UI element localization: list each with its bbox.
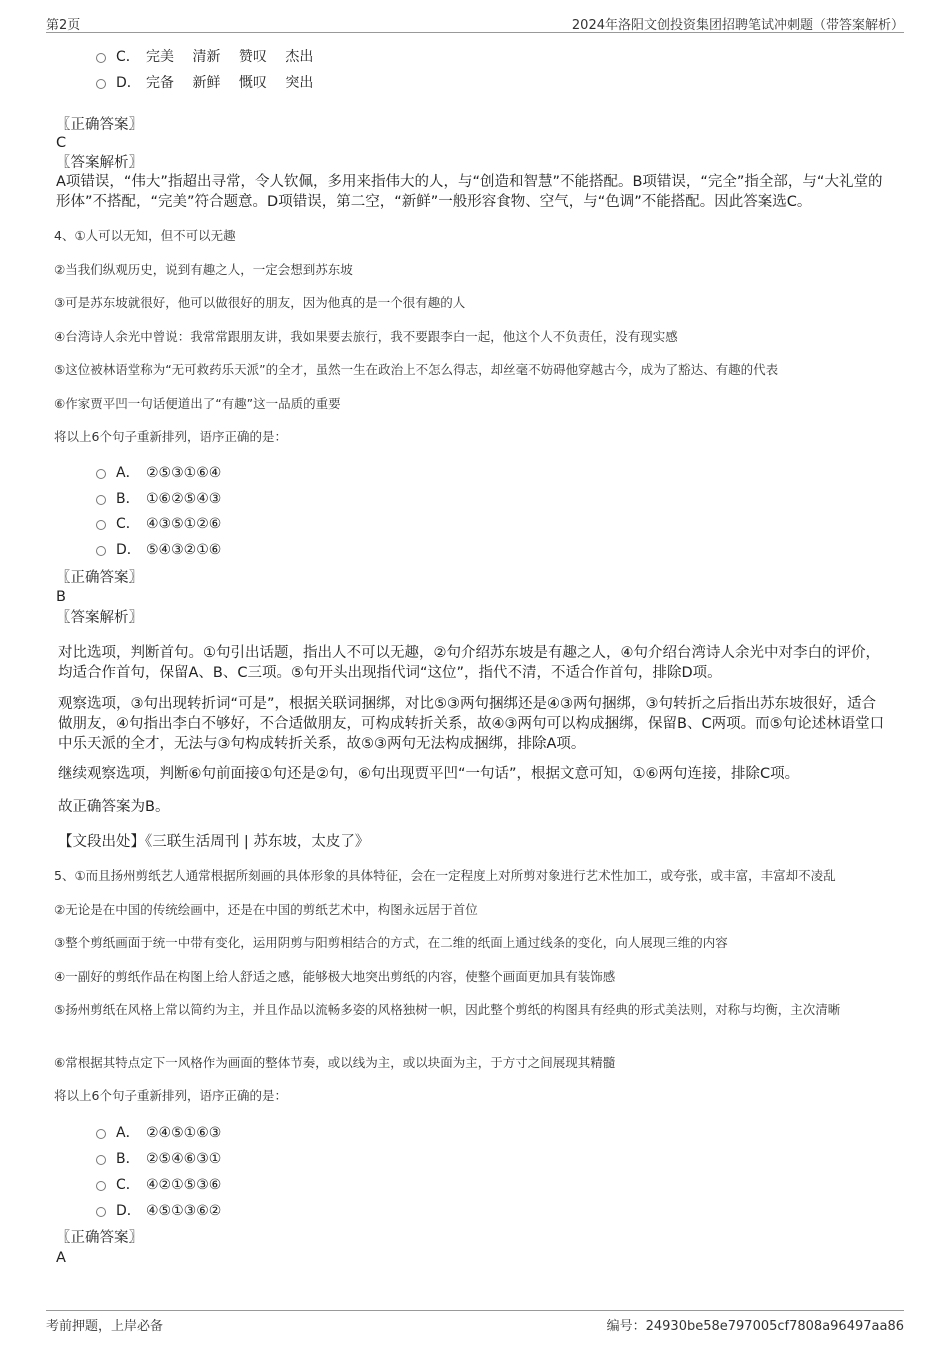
q4-option-d[interactable]: D． ⑤④③②①⑥ — [96, 540, 221, 560]
analysis-text: A项错误，“伟大”指超出寻常，令人钦佩，多用来指伟大的人，与“创造和智慧”不能搭配。B项错误，“完全”指全部，与“大礼堂的形体”不搭配，“完美”符合题意。D项错误，第二空，“新鲜”一般形容食物、空气，与“色调”不能搭配。因此答案选C。 — [56, 174, 883, 210]
question-line: ⑥作家贾平凹一句话便道出了“有趣”这一品质的重要 — [54, 396, 341, 411]
q3-option-c[interactable]: C． 完美 清新 赞叹 杰出 — [96, 47, 313, 67]
analysis-paragraph: 对比选项，判断首句。①句引出话题，指出人不可以无趣，②句介绍苏东坡是有趣之人，④句介绍台湾诗人余光中对李白的评价，均适合作首句，保留A、B、C三项。⑤句开头出现指代词“这位”，指代不清，不适合作首句，排除D项。 — [58, 645, 880, 681]
radio-icon[interactable] — [96, 53, 106, 63]
q5-option-a[interactable]: A． ②④⑤①⑥③ — [96, 1123, 221, 1143]
answer-heading: 〖正确答案〗 — [56, 117, 143, 133]
answer-heading: 〖正确答案〗 — [56, 1230, 143, 1246]
q4-option-b[interactable]: B． ①⑥②⑤④③ — [96, 489, 221, 509]
radio-icon[interactable] — [96, 1181, 106, 1191]
question-prompt: 将以上6个句子重新排列，语序正确的是： — [54, 429, 287, 444]
answer-value: A — [56, 1250, 66, 1266]
document-title: 2024年洛阳文创投资集团招聘笔试冲刺题（带答案解析） — [571, 18, 904, 33]
answer-value: B — [56, 589, 66, 605]
radio-icon[interactable] — [96, 1207, 106, 1217]
question-line: ⑤扬州剪纸在风格上常以简约为主，并且作品以流畅多姿的风格独树一帜，因此整个剪纸的构图具有经典的形式美法则，对称与均衡，主次清晰 — [54, 1002, 841, 1017]
footer-slogan: 考前押题，上岸必备 — [46, 1319, 164, 1334]
q5-option-b[interactable]: B． ②⑤④⑥③① — [96, 1149, 221, 1169]
question-line: ⑤这位被林语堂称为“无可救药乐天派”的全才，虽然一生在政治上不怎么得志，却丝毫不妨碍他穿越古今，成为了豁达、有趣的代表 — [54, 362, 779, 377]
q4-option-a[interactable]: A． ②⑤③①⑥④ — [96, 463, 221, 483]
q5-option-c[interactable]: C． ④②①⑤③⑥ — [96, 1175, 221, 1195]
radio-icon[interactable] — [96, 520, 106, 530]
question-line: ③整个剪纸画面于统一中带有变化，运用阴剪与阳剪相结合的方式，在二维的纸面上通过线条的变化，向人展现三维的内容 — [54, 935, 728, 950]
radio-icon[interactable] — [96, 546, 106, 556]
question-line: ②当我们纵观历史，说到有趣之人，一定会想到苏东坡 — [54, 262, 353, 277]
document-id: 编号：24930be58e797005cf7808a96497aa86 — [606, 1319, 904, 1334]
page-footer — [46, 1310, 904, 1335]
q5-option-d[interactable]: D． ④⑤①③⑥② — [96, 1201, 221, 1221]
analysis-heading: 〖答案解析〗 — [56, 155, 143, 171]
question-line: ④一副好的剪纸作品在构图上给人舒适之感，能够极大地突出剪纸的内容，使整个画面更加具有装饰感 — [54, 969, 616, 984]
question-line: 5、①而且扬州剪纸艺人通常根据所刻画的具体形象的具体特征，会在一定程度上对所剪对象进行艺术性加工，或夸张，或丰富，丰富却不凌乱 — [54, 868, 836, 883]
question-prompt: 将以上6个句子重新排列，语序正确的是： — [54, 1088, 287, 1103]
analysis-paragraph: 观察选项，③句出现转折词“可是”，根据关联词捆绑，对比⑤③两句捆绑还是④③两句捆绑，③句转折之后指出苏东坡很好，适合做朋友，④句指出李白不够好，不合适做朋友，可构成转折关系，故④③两句可以构成捆绑，保留B、C两项。而⑤句论述林语堂口中乐天派的全才，无法与③句构成转折关系，故⑤③两句无法构成捆绑，排除A项。 — [58, 696, 885, 752]
question-line: ⑥常根据其特点定下一风格作为画面的整体节奏，或以线为主，或以块面为主，于方寸之间展现其精髓 — [54, 1055, 616, 1070]
source-citation: 【文段出处】《三联生活周刊 | 苏东坡，太皮了》 — [58, 834, 370, 850]
page-number: 第2页 — [46, 18, 81, 33]
radio-icon[interactable] — [96, 79, 106, 89]
analysis-paragraph: 继续观察选项，判断⑥句前面接①句还是②句，⑥句出现贾平凹“一句话”，根据文意可知，①⑥两句连接，排除C项。 — [58, 766, 800, 782]
question-line: ④台湾诗人余光中曾说：我常常跟朋友讲，我如果要去旅行，我不要跟李白一起，他这个人不负责任，没有现实感 — [54, 329, 678, 344]
analysis-heading: 〖答案解析〗 — [56, 610, 143, 626]
q3-option-d[interactable]: D． 完备 新鲜 慨叹 突出 — [96, 73, 313, 93]
q4-option-c[interactable]: C． ④③⑤①②⑥ — [96, 514, 221, 534]
answer-value: C — [56, 135, 67, 151]
radio-icon[interactable] — [96, 1129, 106, 1139]
radio-icon[interactable] — [96, 1155, 106, 1165]
page-header — [46, 12, 904, 33]
analysis-paragraph: 故正确答案为B。 — [58, 799, 170, 815]
answer-heading: 〖正确答案〗 — [56, 570, 143, 586]
question-line: ③可是苏东坡就很好，他可以做很好的朋友，因为他真的是一个很有趣的人 — [54, 295, 466, 310]
radio-icon[interactable] — [96, 495, 106, 505]
radio-icon[interactable] — [96, 469, 106, 479]
question-line: 4、①人可以无知，但不可以无趣 — [54, 228, 236, 243]
question-line: ②无论是在中国的传统绘画中，还是在中国的剪纸艺术中，构图永远居于首位 — [54, 902, 478, 917]
